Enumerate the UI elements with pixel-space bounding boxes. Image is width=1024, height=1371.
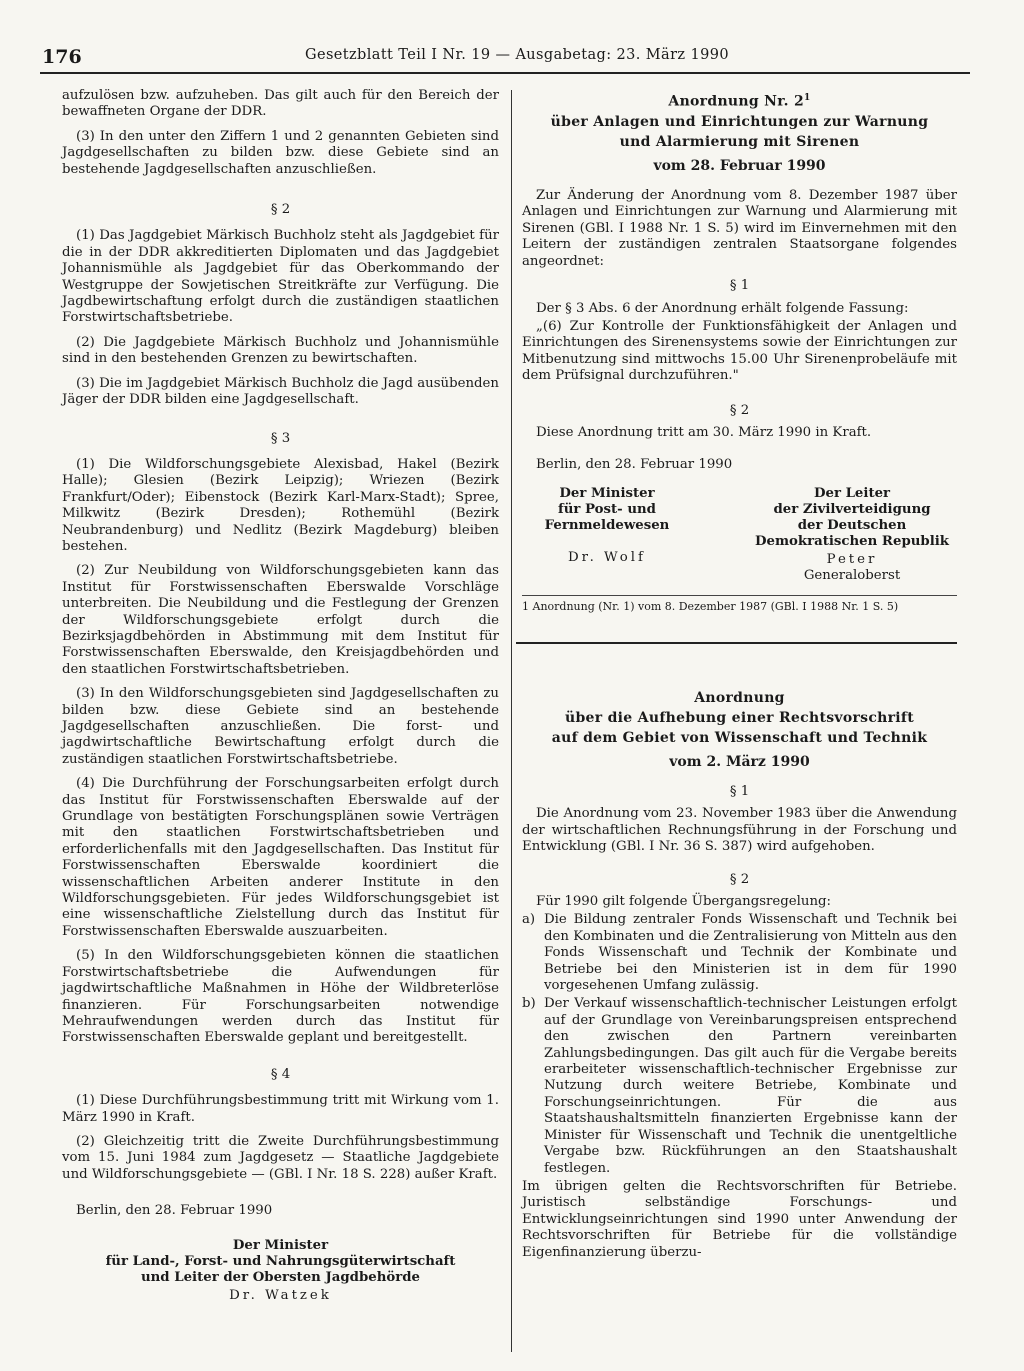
- signature-name: Dr. Watzek: [229, 1287, 332, 1303]
- list-text: Der Verkauf wissenschaftlich-technischer Leistungen erfolgt auf der Grundlage von Vereinbarungspreisen entsprechend den zwischen den Partnern vereinbarten Zahlungsbedingungen. Das gilt auch für die Vergabe bereits erarbeiteter wissenschaftlich-technischer Ergebnisse zur Nutzung durch weitere Betriebe, Kombinate und Forschungseinrichtungen. Für die aus Staatshaushaltsmitteln finanzierten Ergebnisse kann der Minister für Wissenschaft und Technik die unentgeltliche Vergabe bzw. Rückführungen an den Staatshaushalt festlegen.: [544, 996, 957, 1176]
- signature-role: Der Minister: [232, 1237, 329, 1253]
- section-heading: § 2: [729, 871, 750, 887]
- paragraph: (1) Diese Durchführungsbestimmung tritt mit Wirkung vom 1. März 1990 in Kraft.: [62, 1093, 499, 1125]
- paragraph: (2) Zur Neubildung von Wildforschungsgebieten kann das Institut für Forstwissenschaften Eberswalde Vorschläge unterbreiten. Die Neubildung und die Festlegung der Grenzen der Wildforschungsgebiete erfolgt durch die Bezirksjagdbehörden in Abstimmung mit dem Institut für Forstwissenschaften Eberswalde, den Kreisjagdbehörden und den staatlichen Forstwirtschaftsbetrieben.: [62, 563, 499, 677]
- signature-role: Demokratischen Republik: [754, 533, 950, 549]
- page-number: 176: [42, 46, 82, 68]
- section-heading: § 1: [729, 783, 750, 799]
- footnote-rule: [522, 595, 957, 596]
- section-heading: § 2: [729, 402, 750, 418]
- signature-role: für Post- und: [558, 501, 656, 517]
- paragraph: aufzulösen bzw. aufzuheben. Das gilt auch für den Bereich der bewaffneten Organe der DDR.: [62, 88, 499, 120]
- paragraph: (3) In den unter den Ziffern 1 und 2 genannten Gebieten sind Jagdgesellschaften zu bilden bzw. diese Gebiete sind an bestehende Jagdgesellschaften anzuschließen.: [62, 128, 499, 177]
- signature-block: [747, 486, 957, 585]
- section-heading: § 3: [270, 430, 291, 446]
- section-heading: § 1: [729, 278, 750, 294]
- ordinance-date: vom 2. März 1990: [669, 753, 810, 770]
- list-item: [522, 996, 957, 1176]
- signature-role: und Leiter der Obersten Jagdbehörde: [140, 1269, 421, 1285]
- running-head: Gesetzblatt Teil I Nr. 19 — Ausgabetag: 23. März 1990: [305, 47, 729, 63]
- signature-role: für Land-, Forst- und Nahrungsgüterwirtschaft: [105, 1253, 456, 1269]
- list-marker: a): [522, 912, 536, 928]
- title-line: und Alarmierung mit Sirenen: [619, 133, 860, 150]
- signature-name: Peter: [826, 551, 878, 567]
- title-line: Anordnung Nr. 2: [668, 93, 805, 110]
- paragraph: Für 1990 gilt folgende Übergangsregelung:: [536, 894, 832, 909]
- signature-rank: Generaloberst: [803, 568, 901, 584]
- signature-role: Der Leiter: [813, 485, 891, 501]
- paragraph: (3) In den Wildforschungsgebieten sind Jagdgesellschaften zu bilden bzw. diese Gebiete sind an bestehende Jagdgesellschaften anzuschließen. Die forst- und jagdwirtschaftliche Bewirtschaftung erfolgt durch die zuständigen staatlichen Forstwirtschaftsbetriebe.: [62, 686, 499, 767]
- signature-role: der Zivilverteidigung: [773, 501, 931, 517]
- ordinance-date: vom 28. Februar 1990: [653, 157, 826, 174]
- footnote: 1 Anordnung (Nr. 1) vom 8. Dezember 1987 (GBl. I 1988 Nr. 1 S. 5): [522, 599, 899, 613]
- paragraph: (4) Die Durchführung der Forschungsarbeiten erfolgt durch das Institut für Forstwissenschaften Eberswalde auf der Grundlage von bestätigten Forschungsplänen sowie Verträgen mit den staatlichen Forstwirtschaftsbetrieben und erforderlichenfalls mit den Jagdgesellschaften. Das Institut für Forstwissenschaften Eberswalde koordiniert die wissenschaftlichen Arbeiten anderer Institute in den Wildforschungsgebieten. Für jedes Wildforschungsgebiet ist eine wissenschaftliche Zielstellung durch das Institut für Forstwissenschaften Eberswalde auszuarbeiten.: [62, 776, 499, 939]
- section-separator: [516, 642, 957, 644]
- list-text: Die Bildung zentraler Fonds Wissenschaft und Technik bei den Kombinaten und die Zentralisierung von Mitteln aus den Fonds Wissenschaft und Technik der Kombinate und Betriebe bei den Ministerien ist in dem für 1990 vorgesehenen Umfang zulässig.: [544, 912, 957, 994]
- signature-role: Fernmeldewesen: [544, 517, 670, 533]
- title-line: auf dem Gebiet von Wissenschaft und Technik: [551, 729, 928, 746]
- paragraph: Im übrigen gelten die Rechtsvorschriften für Betriebe. Juristisch selbständige Forschungs- und Entwicklungseinrichtungen sind 1990 unter Anwendung der Rechtsvorschriften für Betriebe für die vollständige Eigenfinanzierung überzu-: [522, 1178, 957, 1260]
- column-divider: [511, 90, 512, 1352]
- paragraph: Zur Änderung der Anordnung vom 8. Dezember 1987 über Anlagen und Einrichtungen zur Warnung und Alarmierung mit Sirenen (GBl. I 1988 Nr. 1 S. 5) wird im Einvernehmen mit den Leitern der zuständigen zentralen Staatsorgane folgendes angeordnet:: [522, 188, 957, 269]
- left-column: [62, 88, 499, 1304]
- signature-role: der Deutschen: [797, 517, 907, 533]
- footnote-marker: 1: [804, 93, 811, 103]
- signature-block: [522, 486, 692, 585]
- paragraph: (1) Das Jagdgebiet Märkisch Buchholz steht als Jagdgebiet für die in der DDR akkreditierten Diplomaten und das Jagdgebiet Johannismühle als Jagdgebiet für das Oberkommando der Westgruppe der Sowjetischen Streitkräfte zur Verfügung. Die Jagdbewirtschaftung erfolgt durch die zuständigen staatlichen Forstwirtschaftsbetriebe.: [62, 228, 499, 326]
- signature-role: Der Minister: [559, 485, 655, 501]
- paragraph: „(6) Zur Kontrolle der Funktionsfähigkeit der Anlagen und Einrichtungen des Sirenensystems sowie der Einrichtungen zur Mitbenutzung sind mittwochs 15.00 Uhr Sirenenprobeläufe mit dem Prüfsignal durchzuführen.": [522, 318, 957, 384]
- paragraph: (1) Die Wildforschungsgebiete Alexisbad, Hakel (Bezirk Halle); Glesien (Bezirk Leipzig); Wriezen (Bezirk Frankfurt/Oder); Eibenstock (Bezirk Karl-Marx-Stadt); Spree, Milkwitz (Bezirk Dresden); Rothemühl (Bezirk Neubrandenburg) und Nedlitz (Bezirk Magdeburg) bleiben bestehen.: [62, 456, 499, 554]
- ordinance-title: [522, 88, 957, 112]
- place-date: Berlin, den 28. Februar 1990: [76, 1203, 273, 1219]
- section-heading: § 4: [270, 1066, 291, 1082]
- paragraph: (3) Die im Jagdgebiet Märkisch Buchholz die Jagd ausübenden Jäger der DDR bilden eine Jagdgesellschaft.: [62, 375, 499, 408]
- title-line: über die Aufhebung einer Rechtsvorschrift: [564, 709, 915, 726]
- right-column: [522, 88, 957, 1269]
- signature-name: Dr. Wolf: [568, 549, 646, 565]
- paragraph: Die Anordnung vom 23. November 1983 über die Anwendung der wirtschaftlichen Rechnungsführung in der Forschung und Entwicklung (GBl. I Nr. 36 S. 387) wird aufgehoben.: [522, 806, 957, 855]
- paragraph: Diese Anordnung tritt am 30. März 1990 in Kraft.: [536, 424, 872, 440]
- paragraph: Der § 3 Abs. 6 der Anordnung erhält folgende Fassung:: [536, 300, 909, 316]
- signature-row: [522, 486, 957, 585]
- paragraph: (2) Die Jagdgebiete Märkisch Buchholz und Johannismühle sind in den bestehenden Grenzen zu bewirtschaften.: [62, 334, 499, 367]
- title-line: über Anlagen und Einrichtungen zur Warnung: [550, 113, 929, 130]
- paragraph: (5) In den Wildforschungsgebieten können die staatlichen Forstwirtschaftsbetriebe die Aufwendungen für jagdwirtschaftliche Maßnahmen in Höhe der Wildbreterlöse finanzieren. Für Forschungsarbeiten notwendige Mehraufwendungen werden durch das Institut für Forstwissenschaften Eberswalde geplant und bereitgestellt.: [62, 948, 499, 1046]
- section-heading: § 2: [270, 202, 291, 218]
- page-header: [40, 44, 980, 70]
- signature-block: [62, 1238, 499, 1304]
- ordinance-title: Anordnung: [694, 689, 785, 706]
- list-marker: b): [522, 996, 536, 1012]
- list-item: [522, 912, 957, 994]
- header-rule: [40, 72, 970, 74]
- place-date: Berlin, den 28. Februar 1990: [536, 457, 733, 473]
- paragraph: (2) Gleichzeitig tritt die Zweite Durchführungsbestimmung vom 15. Juni 1984 zum Jagdgesetz — Staatliche Jagdgebiete und Wildforschungsgebiete — (GBl. I Nr. 18 S. 228) außer Kraft.: [62, 1133, 499, 1182]
